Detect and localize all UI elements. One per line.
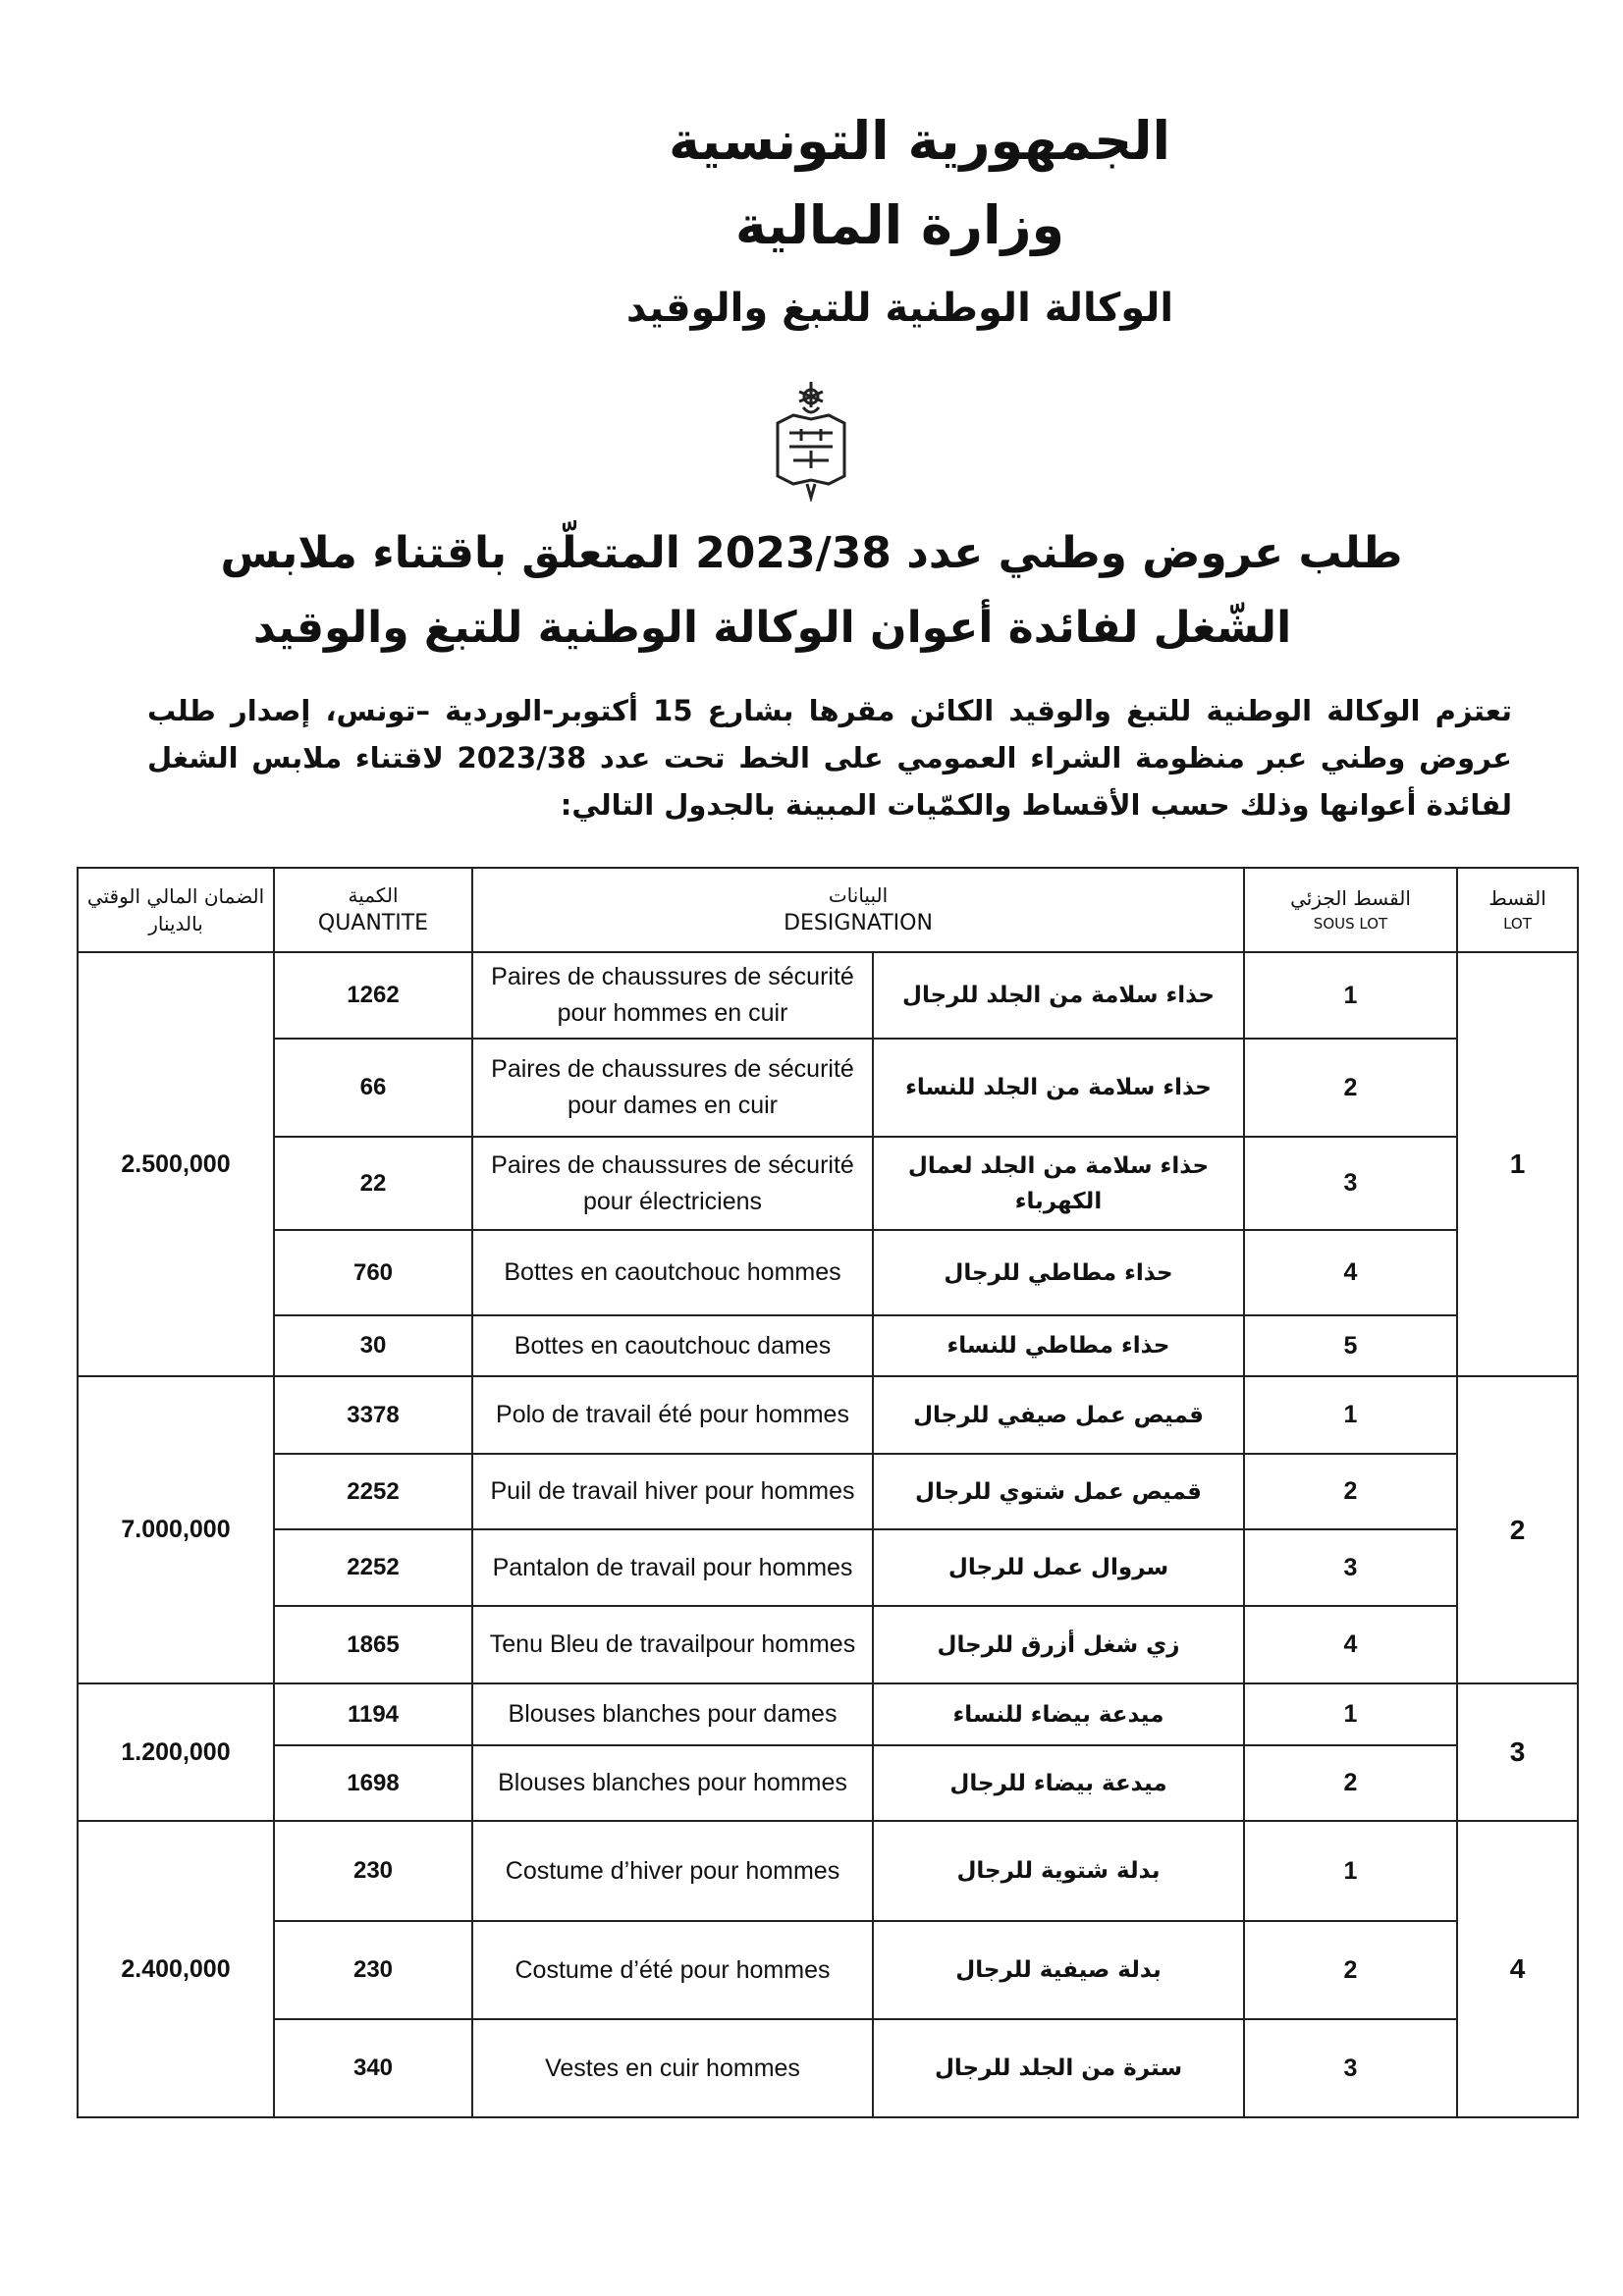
designation-ar-cell: حذاء سلامة من الجلد لعمال الكهرباء xyxy=(873,1137,1244,1230)
sous-lot-cell: 5 xyxy=(1244,1315,1457,1376)
table-row xyxy=(78,2019,1578,2117)
table-row xyxy=(78,1039,1578,1137)
designation-ar-cell: ميدعة بيضاء للرجال xyxy=(873,1745,1244,1821)
notice-title-line-1: طلب عروض وطني عدد 2023/38 المتعلّق باقتناء ملابس xyxy=(220,528,1403,578)
lot-cell: 3 xyxy=(1457,1683,1578,1821)
designation-ar-cell: بدلة صيفية للرجال xyxy=(873,1921,1244,2019)
lot-cell: 1 xyxy=(1457,952,1578,1376)
designation-fr-cell: Blouses blanches pour dames xyxy=(472,1683,873,1745)
designation-fr-cell: Costume d’hiver pour hommes xyxy=(472,1821,873,1921)
header-quantity: الكمية QUANTITE xyxy=(274,868,472,952)
designation-fr-cell: Puil de travail hiver pour hommes xyxy=(472,1454,873,1529)
designation-ar-cell: زي شغل أزرق للرجال xyxy=(873,1606,1244,1683)
lot-cell: 4 xyxy=(1457,1821,1578,2117)
designation-ar-cell: قميص عمل صيفي للرجال xyxy=(873,1376,1244,1454)
quantity-cell: 2252 xyxy=(274,1529,472,1606)
quantity-cell: 30 xyxy=(274,1315,472,1376)
sous-lot-cell: 3 xyxy=(1244,1529,1457,1606)
designation-fr-cell: Paires de chaussures de sécurité pour hommes en cuir xyxy=(472,952,873,1039)
guarantee-cell: 2.500,000 xyxy=(78,952,274,1376)
designation-fr-cell: Vestes en cuir hommes xyxy=(472,2019,873,2117)
sous-lot-cell: 4 xyxy=(1244,1606,1457,1683)
sous-lot-cell: 1 xyxy=(1244,952,1457,1039)
designation-ar-cell: سروال عمل للرجال xyxy=(873,1529,1244,1606)
table-row xyxy=(78,1454,1578,1529)
sous-lot-cell: 1 xyxy=(1244,1821,1457,1921)
guarantee-cell: 2.400,000 xyxy=(78,1821,274,2117)
table-header-row xyxy=(78,868,1578,952)
designation-fr-cell: Bottes en caoutchouc dames xyxy=(472,1315,873,1376)
designation-ar-cell: حذاء سلامة من الجلد للرجال xyxy=(873,952,1244,1039)
quantity-cell: 1865 xyxy=(274,1606,472,1683)
designation-fr-cell: Polo de travail été pour hommes xyxy=(472,1376,873,1454)
table-row xyxy=(78,1315,1578,1376)
designation-ar-cell: سترة من الجلد للرجال xyxy=(873,2019,1244,2117)
table-row xyxy=(78,952,1578,1039)
designation-fr-cell: Tenu Bleu de travailpour hommes xyxy=(472,1606,873,1683)
designation-ar-cell: قميص عمل شتوي للرجال xyxy=(873,1454,1244,1529)
sous-lot-cell: 2 xyxy=(1244,1745,1457,1821)
lot-cell: 2 xyxy=(1457,1376,1578,1683)
sous-lot-cell: 4 xyxy=(1244,1230,1457,1315)
guarantee-cell: 7.000,000 xyxy=(78,1376,274,1683)
table-row xyxy=(78,1821,1578,1921)
table-row xyxy=(78,1683,1578,1745)
sous-lot-cell: 1 xyxy=(1244,1683,1457,1745)
designation-ar-cell: ميدعة بيضاء للنساء xyxy=(873,1683,1244,1745)
designation-ar-cell: حذاء مطاطي للرجال xyxy=(873,1230,1244,1315)
header-lot: القسط LOT xyxy=(1457,868,1578,952)
sous-lot-cell: 3 xyxy=(1244,1137,1457,1230)
sous-lot-cell: 2 xyxy=(1244,1921,1457,2019)
quantity-cell: 1698 xyxy=(274,1745,472,1821)
designation-ar-cell: حذاء مطاطي للنساء xyxy=(873,1315,1244,1376)
sous-lot-cell: 2 xyxy=(1244,1039,1457,1137)
table-row xyxy=(78,1606,1578,1683)
intro-paragraph: تعتزم الوكالة الوطنية للتبغ والوقيد الكائن مقرها بشارع 15 أكتوبر-الوردية –تونس، إصدار طلب عروض وطني عبر منظومة الشراء العمومي على الخط تحت عدد 2023/38 لاقتناء ملابس الشغل لفائدة أعوانها وذلك حسب الأقساط والكمّيات المبينة بالجدول التالي: xyxy=(147,694,1512,822)
agency-heading: الوكالة الوطنية للتبغ والوقيد xyxy=(625,286,1174,331)
designation-ar-cell: حذاء سلامة من الجلد للنساء xyxy=(873,1039,1244,1137)
designation-fr-cell: Bottes en caoutchouc hommes xyxy=(472,1230,873,1315)
table-row xyxy=(78,1745,1578,1821)
notice-title-line-2: الشّغل لفائدة أعوان الوكالة الوطنية للتبغ والوقيد xyxy=(252,603,1292,653)
quantity-cell: 22 xyxy=(274,1137,472,1230)
sous-lot-cell: 1 xyxy=(1244,1376,1457,1454)
designation-ar-cell: بدلة شتوية للرجال xyxy=(873,1821,1244,1921)
quantity-cell: 340 xyxy=(274,2019,472,2117)
quantity-cell: 1194 xyxy=(274,1683,472,1745)
designation-fr-cell: Paires de chaussures de sécurité pour électriciens xyxy=(472,1137,873,1230)
table-row xyxy=(78,1137,1578,1230)
table-row xyxy=(78,1376,1578,1454)
table-row xyxy=(78,1529,1578,1606)
header-sous-lot: القسط الجزئي SOUS LOT xyxy=(1244,868,1457,952)
sous-lot-cell: 2 xyxy=(1244,1454,1457,1529)
republic-heading: الجمهورية التونسية xyxy=(668,110,1171,172)
sous-lot-cell: 3 xyxy=(1244,2019,1457,2117)
designation-fr-cell: Blouses blanches pour hommes xyxy=(472,1745,873,1821)
designation-fr-cell: Pantalon de travail pour hommes xyxy=(472,1529,873,1606)
table-row xyxy=(78,1230,1578,1315)
header-designation: البيانات DESIGNATION xyxy=(472,868,1244,952)
designation-fr-cell: Paires de chaussures de sécurité pour dames en cuir xyxy=(472,1039,873,1137)
table-row xyxy=(78,1921,1578,2019)
quantity-cell: 2252 xyxy=(274,1454,472,1529)
lots-table xyxy=(77,867,1579,2118)
quantity-cell: 230 xyxy=(274,1821,472,1921)
guarantee-cell: 1.200,000 xyxy=(78,1683,274,1821)
header-guarantee: الضمان المالي الوقتي بالدينار xyxy=(78,868,274,952)
ministry-heading: وزارة المالية xyxy=(734,194,1065,256)
quantity-cell: 760 xyxy=(274,1230,472,1315)
designation-fr-cell: Costume d’été pour hommes xyxy=(472,1921,873,2019)
quantity-cell: 66 xyxy=(274,1039,472,1137)
quantity-cell: 230 xyxy=(274,1921,472,2019)
agency-logo-icon xyxy=(764,378,858,502)
quantity-cell: 1262 xyxy=(274,952,472,1039)
quantity-cell: 3378 xyxy=(274,1376,472,1454)
